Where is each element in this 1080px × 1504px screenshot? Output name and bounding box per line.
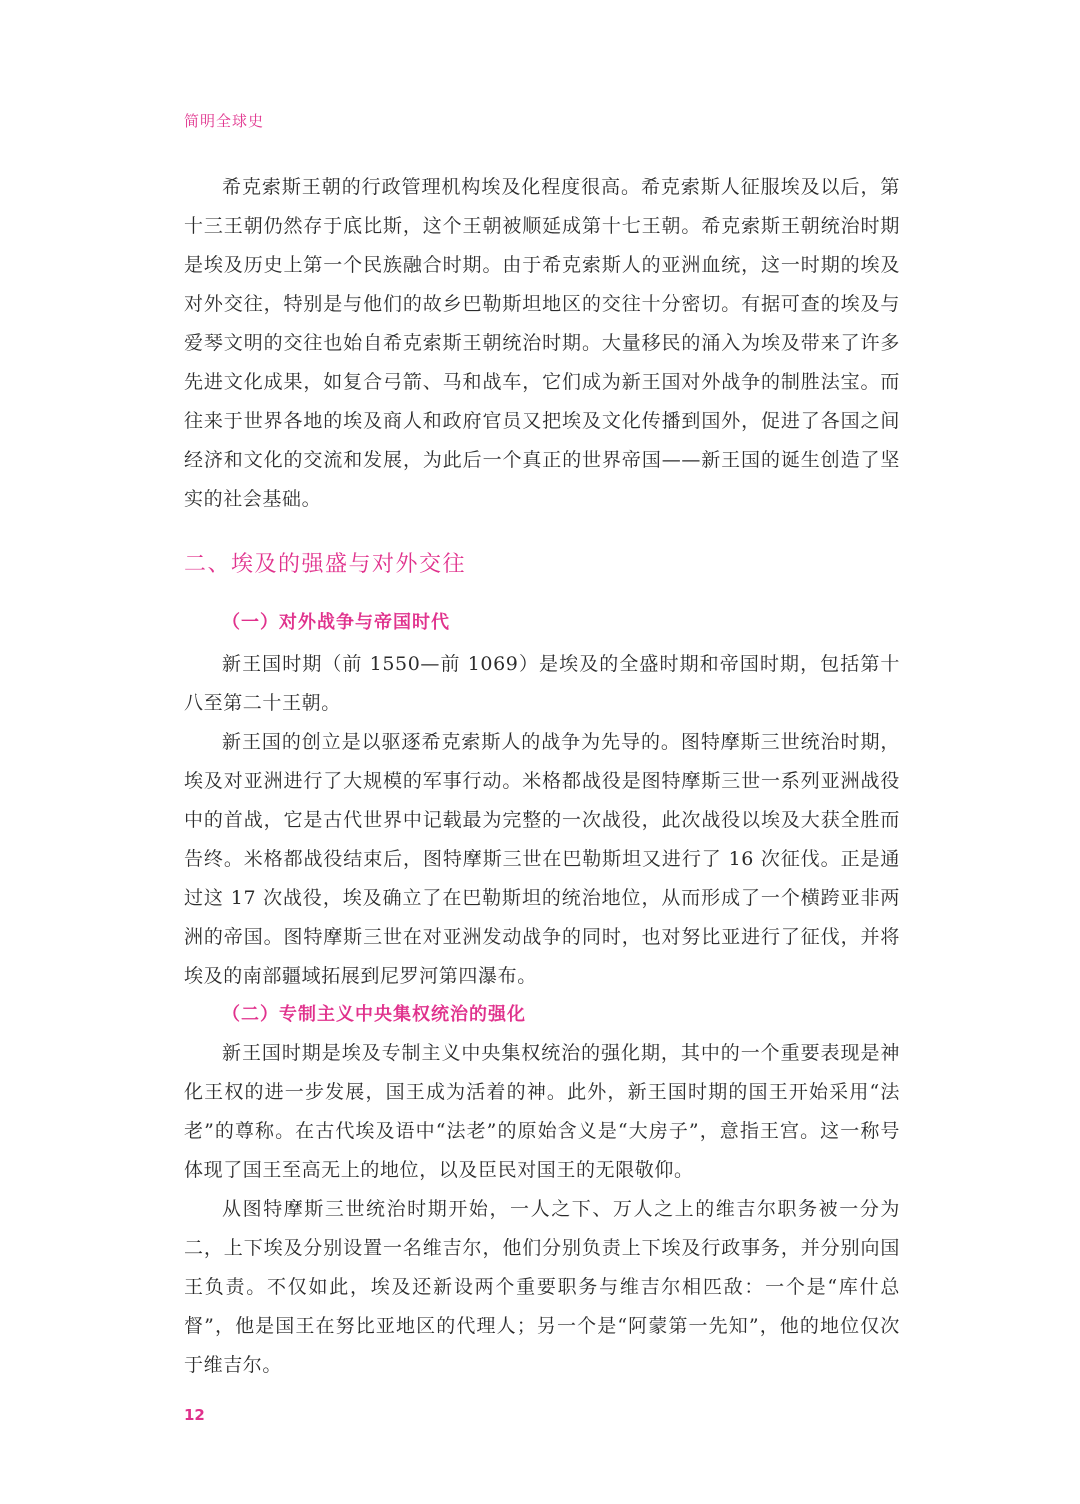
page-number: 12 bbox=[184, 1406, 205, 1424]
running-title: 简明全球史 bbox=[184, 112, 265, 130]
section-heading: 二、埃及的强盛与对外交往 bbox=[184, 552, 467, 577]
paragraph: 新王国时期（前 1550—前 1069）是埃及的全盛时期和帝国时期，包括第十八至第二十王朝。 bbox=[184, 653, 900, 714]
paragraph: 从图特摩斯三世统治时期开始，一人之下、万人之上的维吉尔职务被一分为二，上下埃及分别设置一名维吉尔，他们分别负责上下埃及行政事务，并分别向国王负责。不仅如此，埃及还新设两个重要职务与维吉尔相匹敌：一个是“库什总督”，他是国王在努比亚地区的代理人；另一个是“阿蒙第一先知”，他的地位仅次于维吉尔。 bbox=[184, 1198, 900, 1376]
page-body bbox=[184, 168, 900, 1385]
paragraph: 新王国时期是埃及专制主义中央集权统治的强化期，其中的一个重要表现是神化王权的进一步发展，国王成为活着的神。此外，新王国时期的国王开始采用“法老”的尊称。在古代埃及语中“法老”的原始含义是“大房子”，意指王宫。这一称号体现了国王至高无上的地位，以及臣民对国王的无限敬仰。 bbox=[184, 1042, 900, 1181]
paragraph: 新王国的创立是以驱逐希克索斯人的战争为先导的。图特摩斯三世统治时期，埃及对亚洲进行了大规模的军事行动。米格都战役是图特摩斯三世一系列亚洲战役中的首战，它是古代世界中记载最为完整的一次战役，此次战役以埃及大获全胜而告终。米格都战役结束后，图特摩斯三世在巴勒斯坦又进行了 16 次征伐。正是通过这 17 次战役，埃及确立了在巴勒斯坦的统治地位，从而形成了一个横跨亚非两洲的帝国。图特摩斯三世在对亚洲发动战争的同时，也对努比亚进行了征伐，并将埃及的南部疆域拓展到尼罗河第四瀑布。 bbox=[184, 731, 900, 987]
subsection-heading-2: （二）专制主义中央集权统治的强化 bbox=[222, 1004, 526, 1025]
subsection-heading-1: （一）对外战争与帝国时代 bbox=[222, 612, 450, 633]
intro-paragraph: 希克索斯王朝的行政管理机构埃及化程度很高。希克索斯人征服埃及以后，第十三王朝仍然存于底比斯，这个王朝被顺延成第十七王朝。希克索斯王朝统治时期是埃及历史上第一个民族融合时期。由于希克索斯人的亚洲血统，这一时期的埃及对外交往，特别是与他们的故乡巴勒斯坦地区的交往十分密切。有据可查的埃及与爱琴文明的交往也始自希克索斯王朝统治时期。大量移民的涌入为埃及带来了许多先进文化成果，如复合弓箭、马和战车，它们成为新王国对外战争的制胜法宝。而往来于世界各地的埃及商人和政府官员又把埃及文化传播到国外，促进了各国之间经济和文化的交流和发展，为此后一个真正的世界帝国——新王国的诞生创造了坚实的社会基础。 bbox=[184, 176, 900, 510]
